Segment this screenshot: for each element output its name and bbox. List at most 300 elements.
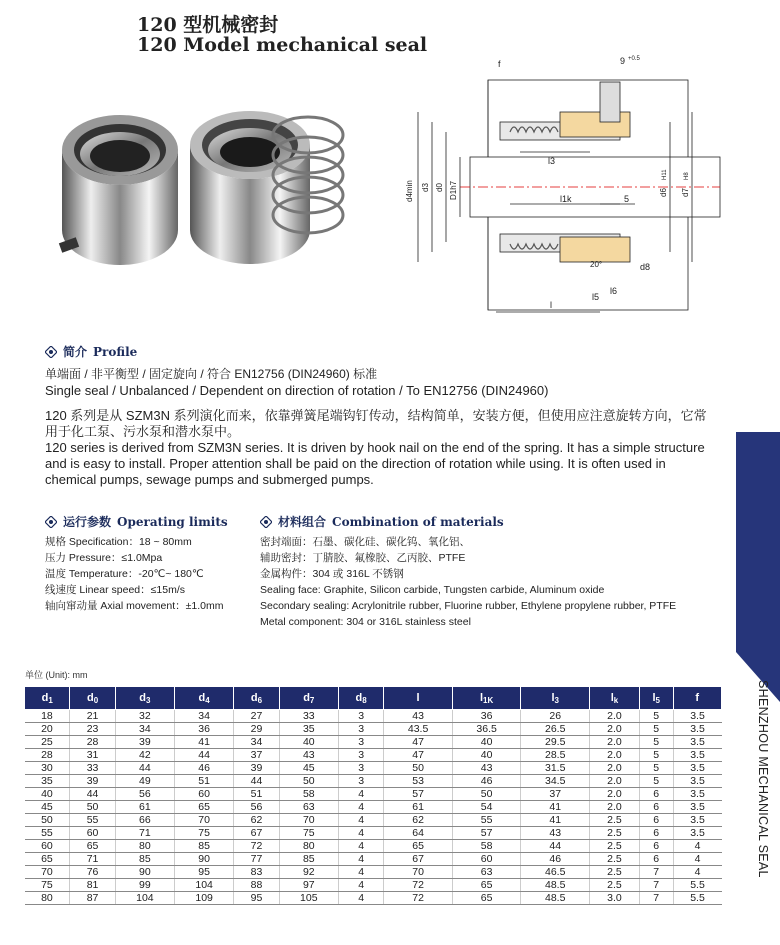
table-cell: 6	[639, 827, 673, 840]
technical-cross-section-drawing	[400, 52, 730, 320]
label-d0: d0	[435, 183, 444, 192]
dimensions-table	[24, 686, 722, 905]
table-row	[25, 749, 722, 762]
table-cell: 3.5	[673, 801, 721, 814]
materials-item: Sealing face: Graphite, Silicon carbide, Tungsten carbide, Aluminum oxide	[260, 584, 605, 596]
table-cell: 53	[384, 775, 453, 788]
table-cell: 71	[115, 827, 174, 840]
header-sub: 5	[655, 695, 660, 705]
table-row	[25, 866, 722, 879]
table-cell: 2.0	[589, 762, 639, 775]
operating-item: 线速度 Linear speed：≤15m/s	[45, 584, 185, 596]
table-cell: 3.5	[673, 749, 721, 762]
operating-heading	[45, 513, 228, 530]
table-cell: 75	[279, 827, 338, 840]
table-cell: 95	[175, 866, 234, 879]
table-cell: 50	[452, 788, 521, 801]
table-cell: 70	[175, 814, 234, 827]
table-cell: 6	[639, 840, 673, 853]
table-header-cell	[175, 687, 234, 710]
profile-line-cn: 单端面 / 非平衡型 / 固定旋向 / 符合 EN12756 (DIN24960) 标准	[45, 367, 378, 381]
profile-desc-cn: 120 系列是从 SZM3N 系列演化而来，依靠弹簧尾端钩钉传动，结构简单，安装方便，但使用应注意旋转方向，它常用于化工泵、污水泵和潜水泵中。	[45, 408, 707, 439]
table-cell: 70	[279, 814, 338, 827]
table-cell: 44	[115, 762, 174, 775]
table-cell: 2.0	[589, 788, 639, 801]
table-cell: 3.5	[673, 762, 721, 775]
table-cell: 35	[279, 723, 338, 736]
header-main: d	[303, 691, 310, 704]
table-cell: 37	[521, 788, 590, 801]
table-cell: 3	[338, 736, 383, 749]
table-row	[25, 814, 722, 827]
table-cell: 75	[25, 879, 70, 892]
table-cell: 85	[279, 853, 338, 866]
table-header-row	[25, 687, 722, 710]
materials-item: 密封端面：石墨、碳化硅、碳化钨、氧化铝、	[260, 536, 470, 548]
table-cell: 71	[70, 853, 115, 866]
table-cell: 40	[279, 736, 338, 749]
operating-heading-en: Operating limits	[117, 514, 228, 529]
table-cell: 81	[70, 879, 115, 892]
table-cell: 7	[639, 866, 673, 879]
operating-item: 压力 Pressure：≤1.0Mpa	[45, 552, 163, 564]
table-cell: 67	[384, 853, 453, 866]
table-cell: 3.5	[673, 723, 721, 736]
brand-sidebar-bar	[736, 432, 780, 652]
table-header-cell	[70, 687, 115, 710]
table-cell: 34	[234, 736, 279, 749]
table-row	[25, 710, 722, 723]
table-cell: 43	[521, 827, 590, 840]
table-cell: 65	[452, 892, 521, 905]
table-cell: 34	[115, 723, 174, 736]
header-sub: 3	[146, 695, 151, 705]
table-cell: 66	[115, 814, 174, 827]
seal-product-photo	[50, 90, 350, 275]
table-cell: 80	[25, 892, 70, 905]
materials-item: 金属构件：304 或 316L 不锈钢	[260, 568, 404, 580]
label-l5: l5	[592, 292, 600, 302]
table-cell: 4	[338, 866, 383, 879]
table-cell: 2.0	[589, 723, 639, 736]
table-cell: 60	[25, 840, 70, 853]
table-cell: 44	[234, 775, 279, 788]
header-main: l	[479, 691, 484, 704]
table-cell: 95	[234, 892, 279, 905]
table-cell: 3	[338, 749, 383, 762]
label-d7-sup: H8	[684, 172, 690, 180]
table-cell: 5	[639, 749, 673, 762]
header-main: l	[652, 691, 656, 704]
table-cell: 3	[338, 775, 383, 788]
table-cell: 67	[234, 827, 279, 840]
header-sub: 8	[362, 695, 367, 705]
table-cell: 72	[234, 840, 279, 853]
table-cell: 2.5	[589, 866, 639, 879]
table-cell: 4	[673, 866, 721, 879]
header-main: d	[250, 691, 258, 704]
table-cell: 57	[452, 827, 521, 840]
table-cell: 45	[279, 762, 338, 775]
table-cell: 51	[234, 788, 279, 801]
table-cell: 2.0	[589, 749, 639, 762]
table-cell: 64	[384, 827, 453, 840]
header-sub: 4	[205, 695, 210, 705]
table-cell: 32	[115, 710, 174, 723]
table-cell: 7	[639, 892, 673, 905]
table-cell: 4	[673, 840, 721, 853]
table-cell: 34	[175, 710, 234, 723]
table-cell: 28	[25, 749, 70, 762]
table-cell: 80	[279, 840, 338, 853]
table-cell: 50	[384, 762, 453, 775]
materials-item: 辅助密封：丁腈胶、氟橡胶、乙丙胶、PTFE	[260, 552, 466, 564]
table-cell: 29	[234, 723, 279, 736]
table-header-cell	[338, 687, 383, 710]
header-sub: 3	[554, 695, 559, 705]
table-cell: 39	[115, 736, 174, 749]
header-main: f	[695, 692, 700, 704]
label-g-sup: +0.5	[628, 56, 640, 62]
table-cell: 42	[115, 749, 174, 762]
table-cell: 60	[70, 827, 115, 840]
table-cell: 2.5	[589, 827, 639, 840]
table-header-cell	[384, 687, 453, 710]
table-cell: 33	[70, 762, 115, 775]
table-cell: 3.5	[673, 736, 721, 749]
table-cell: 5.5	[673, 879, 721, 892]
table-cell: 4	[338, 853, 383, 866]
label-f: f	[498, 59, 501, 69]
table-cell: 55	[25, 827, 70, 840]
table-cell: 58	[279, 788, 338, 801]
table-cell: 41	[521, 801, 590, 814]
label-l1k: l1k	[560, 194, 572, 204]
table-cell: 2.5	[589, 814, 639, 827]
table-cell: 65	[175, 801, 234, 814]
header-sub: 0	[93, 695, 99, 705]
table-cell: 76	[70, 866, 115, 879]
table-header-cell	[589, 687, 639, 710]
label-dim5: 5	[624, 194, 630, 204]
table-cell: 5.5	[673, 892, 721, 905]
label-d6: d6	[659, 188, 668, 197]
header-main: l	[416, 692, 420, 704]
table-cell: 3.5	[673, 814, 721, 827]
table-cell: 48.5	[521, 879, 590, 892]
table-cell: 29.5	[521, 736, 590, 749]
header-sub: 1K	[483, 695, 494, 705]
table-cell: 5	[639, 762, 673, 775]
table-cell: 46	[452, 775, 521, 788]
table-cell: 36.5	[452, 723, 521, 736]
table-cell: 18	[25, 710, 70, 723]
table-cell: 99	[115, 879, 174, 892]
table-cell: 46.5	[521, 866, 590, 879]
label-d4: d4min	[405, 180, 414, 202]
table-cell: 90	[175, 853, 234, 866]
table-cell: 90	[115, 866, 174, 879]
header-main: d	[41, 691, 49, 704]
table-cell: 40	[452, 749, 521, 762]
table-cell: 4	[673, 853, 721, 866]
table-cell: 61	[115, 801, 174, 814]
table-cell: 44	[70, 788, 115, 801]
table-cell: 3	[338, 723, 383, 736]
table-row	[25, 840, 722, 853]
operating-list	[45, 534, 223, 614]
operating-item: 规格 Specification：18 ~ 80mm	[45, 536, 192, 548]
table-cell: 3	[338, 710, 383, 723]
title-chinese: 120 型机械密封	[137, 14, 279, 36]
label-l3: l3	[548, 156, 556, 166]
table-cell: 3.5	[673, 827, 721, 840]
table-header-cell	[639, 687, 673, 710]
table-cell: 26	[521, 710, 590, 723]
table-cell: 56	[115, 788, 174, 801]
table-cell: 7	[639, 879, 673, 892]
table-row	[25, 775, 722, 788]
table-cell: 3.5	[673, 788, 721, 801]
table-cell: 109	[175, 892, 234, 905]
table-cell: 3	[338, 762, 383, 775]
table-cell: 60	[175, 788, 234, 801]
table-cell: 25	[25, 736, 70, 749]
header-sub: 6	[257, 695, 263, 705]
table-cell: 65	[70, 840, 115, 853]
unit-label: 单位 (Unit): mm	[25, 670, 88, 680]
table-cell: 50	[279, 775, 338, 788]
table-cell: 44	[521, 840, 590, 853]
title-english: 120 Model mechanical seal	[137, 34, 428, 56]
table-cell: 104	[115, 892, 174, 905]
table-header-cell	[521, 687, 590, 710]
table-cell: 63	[452, 866, 521, 879]
table-cell: 6	[639, 853, 673, 866]
profile-heading-en: Profile	[93, 344, 138, 359]
table-cell: 39	[234, 762, 279, 775]
table-cell: 104	[175, 879, 234, 892]
materials-list	[260, 534, 730, 630]
materials-heading	[260, 513, 504, 530]
table-cell: 33	[279, 710, 338, 723]
table-cell: 2.0	[589, 710, 639, 723]
table-cell: 43	[279, 749, 338, 762]
table-cell: 34.5	[521, 775, 590, 788]
table-cell: 3.5	[673, 710, 721, 723]
table-cell: 46	[175, 762, 234, 775]
table-row	[25, 853, 722, 866]
table-cell: 56	[234, 801, 279, 814]
header-main: d	[139, 691, 147, 704]
table-cell: 5	[639, 710, 673, 723]
label-g: 9	[620, 56, 626, 66]
table-cell: 43.5	[384, 723, 453, 736]
table-cell: 85	[175, 840, 234, 853]
diamond-bullet-icon	[45, 346, 57, 358]
label-angle: 20°	[590, 260, 603, 269]
table-cell: 6	[639, 814, 673, 827]
operating-item: 温度 Temperature：-20℃~ 180℃	[45, 568, 204, 580]
table-cell: 4	[338, 814, 383, 827]
table-cell: 65	[452, 879, 521, 892]
table-cell: 57	[384, 788, 453, 801]
table-cell: 41	[521, 814, 590, 827]
materials-heading-cn: 材料组合	[278, 515, 327, 529]
table-cell: 65	[25, 853, 70, 866]
table-cell: 4	[338, 788, 383, 801]
label-d7: d7	[681, 188, 690, 197]
table-cell: 21	[70, 710, 115, 723]
table-cell: 92	[279, 866, 338, 879]
table-cell: 48.5	[521, 892, 590, 905]
table-cell: 46	[521, 853, 590, 866]
table-cell: 43	[384, 710, 453, 723]
table-cell: 70	[25, 866, 70, 879]
table-cell: 35	[25, 775, 70, 788]
label-d3: d3	[421, 183, 430, 192]
table-header-cell	[115, 687, 174, 710]
table-row	[25, 801, 722, 814]
table-cell: 4	[338, 827, 383, 840]
table-cell: 2.5	[589, 879, 639, 892]
materials-item: Secondary sealing: Acrylonitrile rubber, Fluorine rubber, Ethylene propylene rubber, PTFE	[260, 600, 677, 612]
table-cell: 28.5	[521, 749, 590, 762]
table-cell: 4	[338, 840, 383, 853]
table-cell: 31.5	[521, 762, 590, 775]
table-cell: 4	[338, 801, 383, 814]
table-cell: 45	[25, 801, 70, 814]
table-cell: 39	[70, 775, 115, 788]
header-sub: k	[613, 695, 619, 705]
table-cell: 4	[338, 879, 383, 892]
label-l: l	[550, 300, 552, 310]
table-cell: 55	[452, 814, 521, 827]
header-main: l	[551, 691, 555, 704]
table-header-cell	[673, 687, 721, 710]
table-cell: 31	[70, 749, 115, 762]
table-cell: 2.0	[589, 775, 639, 788]
table-cell: 23	[70, 723, 115, 736]
table-cell: 36	[175, 723, 234, 736]
table-cell: 36	[452, 710, 521, 723]
table-cell: 72	[384, 879, 453, 892]
table-cell: 85	[115, 853, 174, 866]
diamond-bullet-icon	[260, 516, 272, 528]
table-cell: 6	[639, 788, 673, 801]
table-cell: 5	[639, 736, 673, 749]
table-cell: 3.0	[589, 892, 639, 905]
table-cell: 26.5	[521, 723, 590, 736]
table-cell: 49	[115, 775, 174, 788]
table-cell: 50	[25, 814, 70, 827]
table-cell: 37	[234, 749, 279, 762]
table-cell: 47	[384, 736, 453, 749]
table-cell: 41	[175, 736, 234, 749]
table-cell: 2.5	[589, 840, 639, 853]
table-row	[25, 736, 722, 749]
header-main: l	[610, 691, 614, 704]
table-cell: 72	[384, 892, 453, 905]
table-cell: 2.5	[589, 853, 639, 866]
table-cell: 5	[639, 775, 673, 788]
label-d8: d8	[640, 262, 651, 272]
operating-item: 轴向窜动量 Axial movement：±1.0mm	[45, 600, 224, 612]
header-sub: 7	[309, 695, 315, 705]
table-cell: 62	[234, 814, 279, 827]
table-row	[25, 723, 722, 736]
table-cell: 55	[70, 814, 115, 827]
table-cell: 43	[452, 762, 521, 775]
table-cell: 6	[639, 801, 673, 814]
materials-item: Metal component: 304 or 316L stainless steel	[260, 616, 471, 628]
table-cell: 30	[25, 762, 70, 775]
table-cell: 40	[452, 736, 521, 749]
table-cell: 87	[70, 892, 115, 905]
table-row	[25, 788, 722, 801]
table-row	[25, 762, 722, 775]
table-cell: 54	[452, 801, 521, 814]
table-row	[25, 892, 722, 905]
label-l6: l6	[610, 286, 618, 296]
label-d1: D1h7	[449, 180, 458, 200]
table-cell: 40	[25, 788, 70, 801]
brand-sidebar-text: SHENZHOU MECHANICAL SEAL	[756, 680, 770, 878]
table-cell: 47	[384, 749, 453, 762]
table-cell: 50	[70, 801, 115, 814]
table-cell: 70	[384, 866, 453, 879]
table-cell: 44	[175, 749, 234, 762]
table-cell: 2.0	[589, 736, 639, 749]
table-body	[25, 710, 722, 905]
table-cell: 75	[175, 827, 234, 840]
table-row	[25, 879, 722, 892]
table-header-cell	[452, 687, 521, 710]
table-cell: 61	[384, 801, 453, 814]
header-sub: 1	[48, 695, 53, 705]
diamond-bullet-icon	[45, 516, 57, 528]
table-cell: 88	[234, 879, 279, 892]
table-cell: 97	[279, 879, 338, 892]
profile-heading	[45, 343, 137, 360]
table-row	[25, 827, 722, 840]
table-cell: 80	[115, 840, 174, 853]
table-cell: 51	[175, 775, 234, 788]
table-cell: 63	[279, 801, 338, 814]
table-cell: 20	[25, 723, 70, 736]
table-cell: 77	[234, 853, 279, 866]
table-header-cell	[234, 687, 279, 710]
table-cell: 28	[70, 736, 115, 749]
header-main: d	[86, 691, 94, 704]
table-cell: 4	[338, 892, 383, 905]
table-cell: 62	[384, 814, 453, 827]
table-header-cell	[279, 687, 338, 710]
header-main: d	[355, 691, 363, 704]
profile-heading-cn: 简介	[63, 345, 88, 359]
profile-desc-en: 120 series is derived from SZM3N series. It is driven by hook nail on the end of the spring. It has a simple structure and is easy to install. Proper attention shall be paid on the direction of rotation while using. It is often used in chemical pumps, sewage pumps and submerged pumps.	[45, 440, 705, 487]
table-cell: 5	[639, 723, 673, 736]
table-cell: 65	[384, 840, 453, 853]
table-cell: 58	[452, 840, 521, 853]
table-cell: 2.0	[589, 801, 639, 814]
table-cell: 3.5	[673, 775, 721, 788]
header-main: d	[198, 691, 206, 704]
table-cell: 60	[452, 853, 521, 866]
table-cell: 83	[234, 866, 279, 879]
materials-heading-en: Combination of materials	[332, 514, 504, 529]
table-cell: 105	[279, 892, 338, 905]
